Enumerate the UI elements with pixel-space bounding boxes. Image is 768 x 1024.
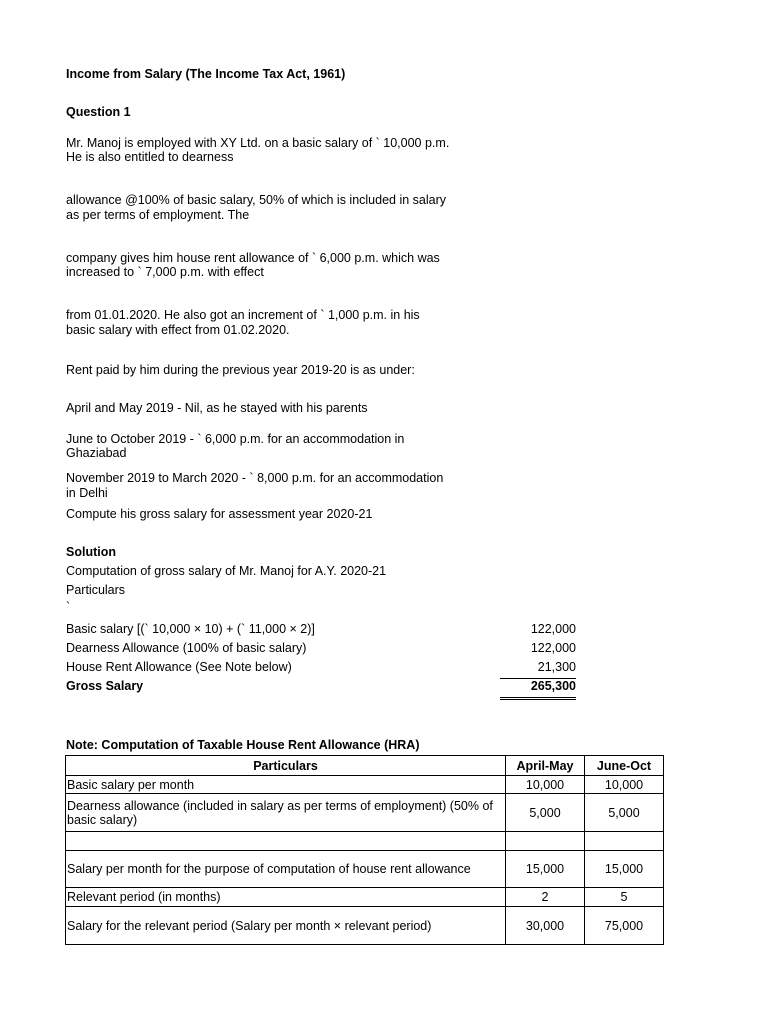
table-row xyxy=(66,776,664,794)
question-line: allowance @100% of basic salary, 50% of which is included in salary xyxy=(66,193,447,207)
solution-subtitle: Computation of gross salary of Mr. Manoj for A.Y. 2020-21 xyxy=(66,564,387,578)
question-line: November 2019 to March 2020 - ` 8,000 p.m. for an accommodation xyxy=(66,471,444,485)
question-line: basic salary with effect from 01.02.2020. xyxy=(66,323,290,337)
currency-mark: ` xyxy=(66,600,71,614)
column-header: Particulars xyxy=(66,756,506,776)
note-heading: Note: Computation of Taxable House Rent Allowance (HRA) xyxy=(66,738,420,752)
page-title: Income from Salary (The Income Tax Act, 1961) xyxy=(66,67,346,81)
cell-april-may xyxy=(506,832,585,851)
question-line: June to October 2019 - ` 6,000 p.m. for an accommodation in xyxy=(66,432,405,446)
table-row xyxy=(66,851,664,888)
cell-june-oct: 5,000 xyxy=(585,794,664,832)
cell-april-may: 10,000 xyxy=(506,776,585,794)
question-heading: Question 1 xyxy=(66,105,131,119)
cell-june-oct: 10,000 xyxy=(585,776,664,794)
question-line: company gives him house rent allowance of ` 6,000 p.m. which was xyxy=(66,251,440,265)
row-label xyxy=(66,832,506,851)
question-line: Compute his gross salary for assessment year 2020-21 xyxy=(66,507,373,521)
table-row xyxy=(66,832,664,851)
salary-row-label: House Rent Allowance (See Note below) xyxy=(66,660,292,674)
table-row xyxy=(66,888,664,907)
salary-row-label: Dearness Allowance (100% of basic salary) xyxy=(66,641,307,655)
question-line: from 01.01.2020. He also got an increment of ` 1,000 p.m. in his xyxy=(66,308,420,322)
row-label: Salary for the relevant period (Salary per month × relevant period) xyxy=(66,907,506,945)
gross-salary-amount: 265,300 xyxy=(530,679,576,693)
question-line: He is also entitled to dearness xyxy=(66,150,234,164)
particulars-label: Particulars xyxy=(66,583,126,597)
row-label: Salary per month for the purpose of computation of house rent allowance xyxy=(66,851,506,888)
hra-table xyxy=(65,755,664,945)
table-row xyxy=(66,907,664,945)
column-header: June-Oct xyxy=(585,756,664,776)
question-line: April and May 2019 - Nil, as he stayed with his parents xyxy=(66,401,368,415)
row-label: Relevant period (in months) xyxy=(66,888,506,907)
cell-april-may: 5,000 xyxy=(506,794,585,832)
cell-april-may: 2 xyxy=(506,888,585,907)
salary-row-amount: 122,000 xyxy=(530,622,576,636)
cell-june-oct: 75,000 xyxy=(585,907,664,945)
question-line: in Delhi xyxy=(66,486,108,500)
row-label: Dearness allowance (included in salary as per terms of employment) (50% of basic salary) xyxy=(66,794,506,832)
question-line: increased to ` 7,000 p.m. with effect xyxy=(66,265,264,279)
salary-row-amount: 122,000 xyxy=(530,641,576,655)
question-line: Mr. Manoj is employed with XY Ltd. on a basic salary of ` 10,000 p.m. xyxy=(66,136,450,150)
salary-row-label: Basic salary [(` 10,000 × 10) + (` 11,000 × 2)] xyxy=(66,622,315,636)
question-line: Ghaziabad xyxy=(66,446,127,460)
cell-june-oct: 5 xyxy=(585,888,664,907)
question-line: Rent paid by him during the previous year 2019-20 is as under: xyxy=(66,363,415,377)
table-row xyxy=(66,794,664,832)
row-label: Basic salary per month xyxy=(66,776,506,794)
column-header: April-May xyxy=(506,756,585,776)
gross-salary-label: Gross Salary xyxy=(66,679,144,693)
cell-april-may: 30,000 xyxy=(506,907,585,945)
cell-june-oct xyxy=(585,832,664,851)
cell-june-oct: 15,000 xyxy=(585,851,664,888)
table-header-row xyxy=(66,756,664,776)
solution-heading: Solution xyxy=(66,545,116,559)
salary-row-amount: 21,300 xyxy=(537,660,576,674)
cell-april-may: 15,000 xyxy=(506,851,585,888)
question-line: as per terms of employment. The xyxy=(66,208,250,222)
